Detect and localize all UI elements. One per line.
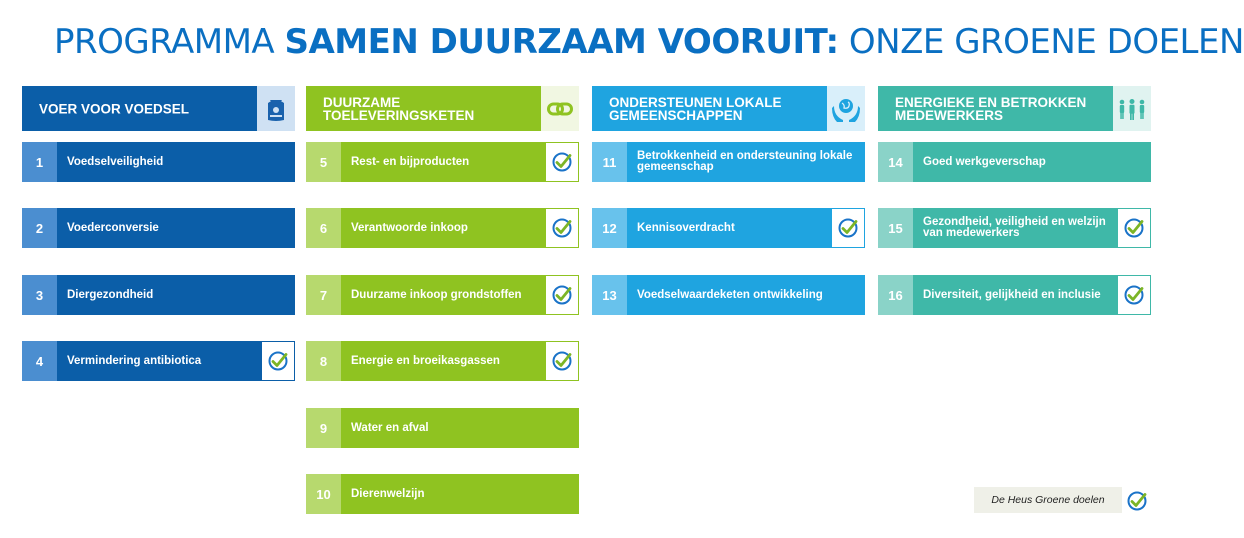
goal-item — [592, 142, 865, 182]
goal-number: 10 — [306, 474, 341, 514]
check-circle-icon — [1126, 490, 1148, 512]
chain-link-icon — [541, 86, 579, 131]
check-circle-icon — [1117, 208, 1151, 248]
column-header — [878, 86, 1151, 131]
goal-number: 5 — [306, 142, 341, 182]
page-title — [54, 18, 1244, 66]
globe-hands-icon — [827, 86, 865, 131]
column-duurzame-toeleveringsketen — [306, 86, 579, 502]
goal-label: Voedselveiligheid — [67, 155, 164, 168]
goal-label: Dierenwelzijn — [351, 487, 425, 500]
goal-label: Verantwoorde inkoop — [351, 221, 468, 234]
check-circle-icon — [1117, 275, 1151, 315]
goal-number: 3 — [22, 275, 57, 315]
goal-number: 1 — [22, 142, 57, 182]
goal-label: Water en afval — [351, 421, 429, 434]
goal-label: Voedselwaardeketen ontwikkeling — [637, 288, 823, 301]
check-circle-icon — [545, 142, 579, 182]
column-header — [306, 86, 579, 131]
goal-label: Diergezondheid — [67, 288, 154, 301]
check-circle-icon — [831, 208, 865, 248]
goal-number: 6 — [306, 208, 341, 248]
column-header-label: ONDERSTEUNEN LOKALE GEMEENSCHAPPEN — [609, 94, 782, 123]
goal-number: 8 — [306, 341, 341, 381]
check-circle-icon — [545, 208, 579, 248]
goal-number: 15 — [878, 208, 913, 248]
goal-number: 7 — [306, 275, 341, 315]
goal-number: 16 — [878, 275, 913, 315]
goal-item — [878, 275, 1151, 315]
goal-number: 11 — [592, 142, 627, 182]
column-energieke-en-betrokken-medewerkers — [878, 86, 1151, 303]
check-circle-icon — [261, 341, 295, 381]
title-suffix: ONZE GROENE DOELEN — [838, 22, 1244, 62]
goal-item — [306, 408, 579, 448]
column-header-label: VOER VOOR VOEDSEL — [39, 101, 190, 116]
goal-item — [22, 275, 295, 315]
goal-label: Duurzame inkoop grondstoffen — [351, 288, 522, 301]
column-header — [592, 86, 865, 131]
goal-number: 9 — [306, 408, 341, 448]
goal-item — [306, 275, 579, 315]
goal-label: Diversiteit, gelijkheid en inclusie — [923, 288, 1101, 301]
goal-item — [306, 142, 579, 182]
goal-label: Rest- en bijproducten — [351, 155, 470, 168]
goal-item — [22, 208, 295, 248]
goal-label: Goed werkgeverschap — [923, 155, 1046, 168]
goal-item — [22, 341, 295, 381]
goal-number: 14 — [878, 142, 913, 182]
people-icon — [1113, 86, 1151, 131]
goal-label: Gezondheid, veiligheid en welzijn van medewerkers — [923, 216, 1106, 239]
legend — [974, 487, 1122, 513]
column-header-label: DUURZAME TOELEVERINGSKETEN — [323, 94, 475, 123]
goal-label: Voederconversie — [67, 221, 159, 234]
goal-label: Vermindering antibiotica — [67, 354, 202, 367]
goal-label: Kennisoverdracht — [637, 221, 735, 234]
goal-number: 12 — [592, 208, 627, 248]
goal-item — [306, 474, 579, 514]
column-header — [22, 86, 295, 131]
goal-item — [306, 341, 579, 381]
column-header-label: ENERGIEKE EN BETROKKEN MEDEWERKERS — [895, 94, 1087, 123]
goal-item — [306, 208, 579, 248]
goal-number: 4 — [22, 341, 57, 381]
goal-item — [878, 142, 1151, 182]
goal-label: Energie en broeikasgassen — [351, 354, 500, 367]
goal-number: 2 — [22, 208, 57, 248]
check-circle-icon — [545, 275, 579, 315]
check-circle-icon — [545, 341, 579, 381]
goal-item — [878, 208, 1151, 248]
title-bold: SAMEN DUURZAAM VOORUIT: — [284, 22, 839, 62]
title-prefix: PROGRAMMA — [54, 22, 285, 62]
goal-item — [592, 275, 865, 315]
goal-item — [22, 142, 295, 182]
column-voer-voor-voedsel — [22, 86, 295, 369]
feed-bag-icon — [257, 86, 295, 131]
goal-number: 13 — [592, 275, 627, 315]
column-ondersteunen-lokale-gemeenschappen — [592, 86, 865, 303]
goal-label: Betrokkenheid en ondersteuning lokale gemeenschap — [637, 150, 853, 173]
goal-item — [592, 208, 865, 248]
legend-label: De Heus Groene doelen — [991, 494, 1105, 506]
